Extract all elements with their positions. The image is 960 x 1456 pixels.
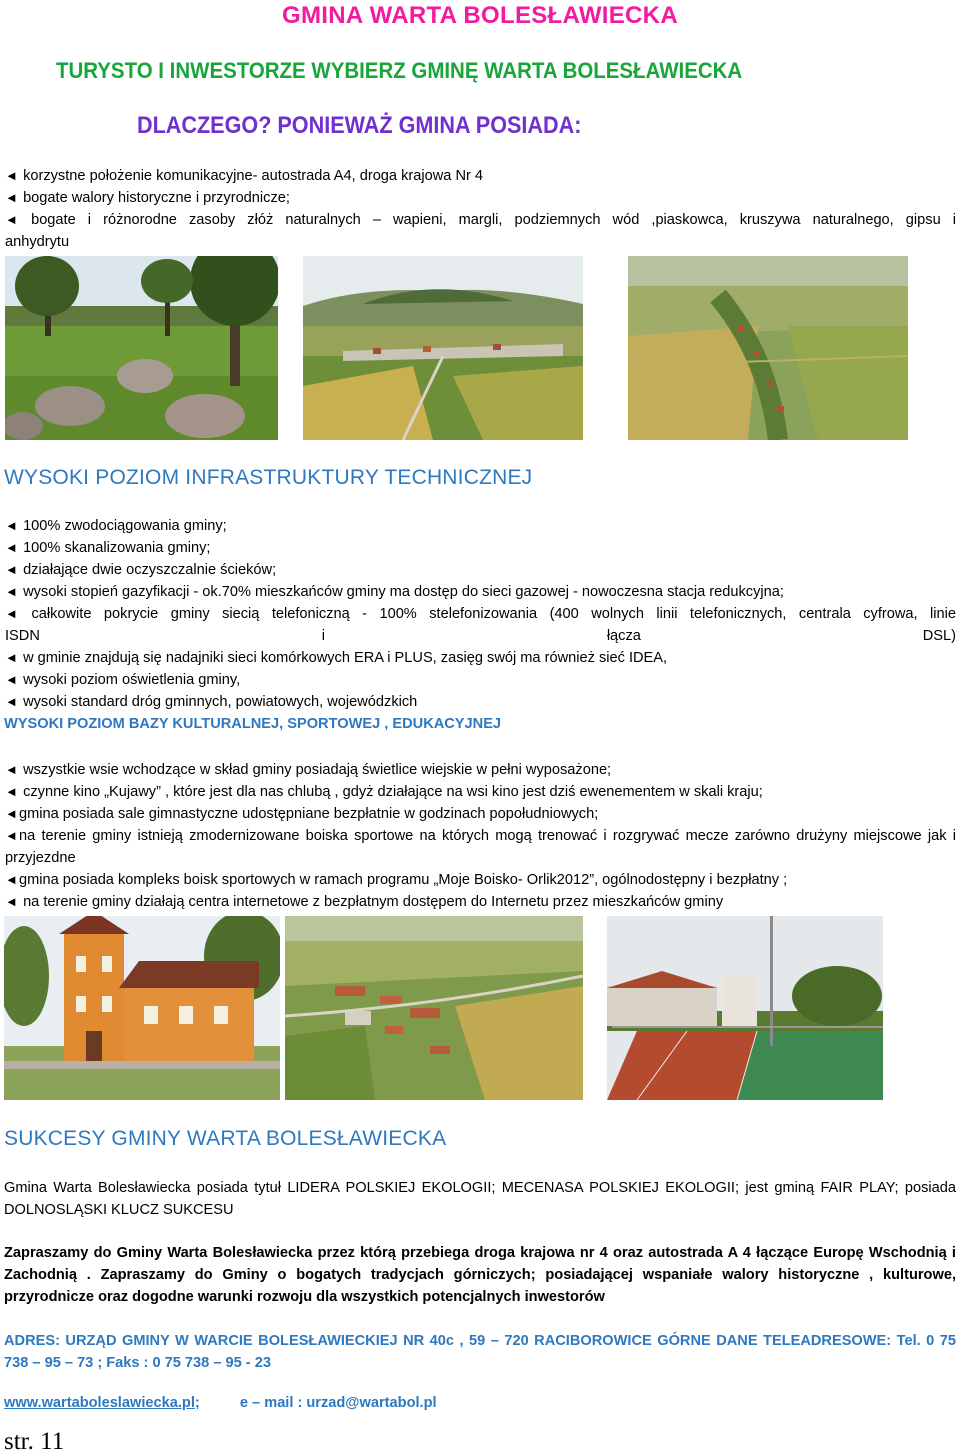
- page-number: str. 11: [4, 1428, 65, 1455]
- list-item: ◄ całkowite pokrycie gminy siecią telefoniczną - 100% stelefonizowania (400 wolnych linii telefonicznych, centrala cyfrowa, linie: [5, 603, 956, 625]
- photo-aerial-school: [285, 916, 583, 1100]
- photo-stones-meadow: [5, 256, 278, 440]
- website-link[interactable]: www.wartaboleslawiecka.pl: [4, 1395, 195, 1411]
- list-item: ◄ wszystkie wsie wchodzące w skład gminy posiadają świetlice wiejskie w pełni wyposażone;: [5, 759, 956, 781]
- photo-sports-field: [607, 916, 883, 1100]
- culture-heading: WYSOKI POZIOM BAZY KULTURALNEJ, SPORTOWEJ , EDUKACYJNEJ: [4, 716, 502, 732]
- list-item: ◄ bogate i różnorodne zasoby złóż naturalnych – wapieni, margli, podziemnych wód ,piaskowca, kruszywa naturalnego, gipsu i: [5, 209, 956, 231]
- list-item-continuation: anhydrytu: [5, 234, 70, 250]
- arrow-left-icon: ◄: [5, 540, 18, 555]
- arrow-left-icon: ◄: [5, 606, 18, 621]
- list-item: ◄ bogate walory historyczne i przyrodnicze;: [5, 187, 956, 209]
- email-link[interactable]: e – mail : urzad@wartabol.pl: [239, 1395, 437, 1411]
- arrow-left-icon: ◄: [5, 894, 18, 909]
- arrow-left-icon: ◄: [5, 584, 18, 599]
- arrow-left-icon: ◄: [5, 762, 18, 777]
- list-item: ◄gmina posiada sale gimnastyczne udostępniane bezpłatnie w godzinach popołudniowych;: [5, 803, 956, 825]
- arrow-left-icon: ◄: [5, 672, 18, 687]
- list-item: ◄ w gminie znajdują się nadajniki sieci komórkowych ERA i PLUS, zasięg swój ma również sieć IDEA,: [5, 647, 956, 669]
- address-block: ADRES: URZĄD GMINY W WARCIE BOLESŁAWIECKIEJ NR 40c , 59 – 720 RACIBOROWICE GÓRNE DANE TELEADRESOWE: Tel. 0 75 738 – 95 – 73 ; Faks : 0 75 738 – 95 - 23: [4, 1333, 956, 1371]
- infrastructure-list: [5, 515, 956, 713]
- success-heading: SUKCESY GMINY WARTA BOLESŁAWIECKA: [4, 1127, 447, 1150]
- photo-aerial-hill: [303, 256, 583, 440]
- list-item: ◄ 100% skanalizowania gminy;: [5, 537, 956, 559]
- culture-list: [5, 759, 956, 913]
- web-contact-line: www.wartaboleslawiecka.pl; e – mail : urzad@wartabol.pl: [4, 1395, 437, 1411]
- arrow-left-icon: ◄: [5, 784, 18, 799]
- arrow-left-icon: ◄: [5, 650, 18, 665]
- page-subtitle: TURYSTO I INWESTORZE WYBIERZ GMINĘ WARTA BOLESŁAWIECKA: [56, 58, 743, 83]
- list-item: ◄ czynne kino „Kujawy” , które jest dla nas chlubą , gdyż działające na wsi kino jest dziś ewenementem w skali kraju;: [5, 781, 956, 803]
- photo-aerial-village: [628, 256, 908, 440]
- success-paragraph: Gmina Warta Bolesławiecka posiada tytuł LIDERA POLSKIEJ EKOLOGII; MECENASA POLSKIEJ EKOLOGII; jest gminą FAIR PLAY; posiada DOLNOSLĄSKI KLUCZ SUKCESU: [4, 1180, 956, 1218]
- arrow-left-icon: ◄: [5, 872, 18, 887]
- arrow-left-icon: ◄: [5, 212, 18, 227]
- page-title: GMINA WARTA BOLESŁAWIECKA: [282, 2, 678, 29]
- list-item: ◄gmina posiada kompleks boisk sportowych w ramach programu „Moje Boisko- Orlik2012”, ogólnodostępny i bezpłatny ;: [5, 869, 956, 891]
- list-item: ◄ działające dwie oczyszczalnie ścieków;: [5, 559, 956, 581]
- arrow-left-icon: ◄: [5, 694, 18, 709]
- list-item-continuation: ISDN i łącza DSL): [5, 628, 956, 644]
- arrow-left-icon: ◄: [5, 828, 18, 843]
- list-item: ◄ korzystne położenie komunikacyjne- autostrada A4, droga krajowa Nr 4: [5, 165, 956, 187]
- arrow-left-icon: ◄: [5, 562, 18, 577]
- intro-list: [5, 165, 956, 253]
- why-heading: DLACZEGO? PONIEWAŻ GMINA POSIADA:: [137, 112, 582, 139]
- invitation-paragraph: Zapraszamy do Gminy Warta Bolesławiecka przez którą przebiega droga krajowa nr 4 oraz autostrada A 4 łączące Europę Wschodnią i Zachodnią . Zapraszamy do Gminy o bogatych tradycjach górniczych; posiadającej wspaniałe walory historyczne , kulturowe, przyrodnicze oraz dogodne warunki rozwoju dla wszystkich potencjalnych inwestorów: [4, 1245, 956, 1305]
- infrastructure-heading: WYSOKI POZIOM INFRASTRUKTURY TECHNICZNEJ: [4, 466, 533, 489]
- arrow-left-icon: ◄: [5, 518, 18, 533]
- arrow-left-icon: ◄: [5, 168, 18, 183]
- list-item: ◄ wysoki standard dróg gminnych, powiatowych, wojewódzkich: [5, 691, 956, 713]
- list-item: ◄na terenie gminy istnieją zmodernizowane boiska sportowe na których mogą trenować i rozgrywać mecze zarówno drużyny miejscowe jak i przyjezdne: [5, 825, 956, 869]
- arrow-left-icon: ◄: [5, 190, 18, 205]
- list-item: ◄ wysoki stopień gazyfikacji - ok.70% mieszkańców gminy ma dostęp do sieci gazowej - nowoczesna stacja redukcyjna;: [5, 581, 956, 603]
- photo-cinema-building: [4, 916, 280, 1100]
- list-item: ◄ na terenie gminy działają centra internetowe z bezpłatnym dostępem do Internetu przez mieszkańców gminy: [5, 891, 956, 913]
- list-item: ◄ wysoki poziom oświetlenia gminy,: [5, 669, 956, 691]
- list-item: ◄ 100% zwodociągowania gminy;: [5, 515, 956, 537]
- arrow-left-icon: ◄: [5, 806, 18, 821]
